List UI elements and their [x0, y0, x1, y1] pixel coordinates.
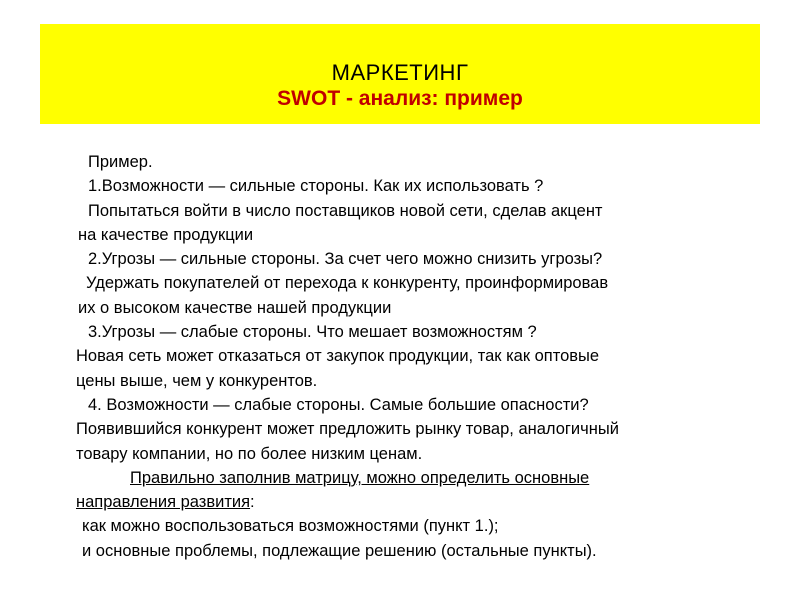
conclusion-line-1: Правильно заполнив матрицу, можно определить основные: [130, 468, 590, 487]
point-2-heading: 2.Угрозы — сильные стороны. За счет чего можно снизить угрозы?: [88, 250, 603, 269]
page-title: МАРКЕТИНГ: [331, 60, 469, 85]
point-4-heading: 4. Возможности — слабые стороны. Самые большие опасности?: [88, 395, 589, 414]
conclusion-item-1: как можно воспользоваться возможностями (пункт 1.);: [82, 517, 499, 536]
point-1-text-line-2: на качестве продукции: [78, 225, 254, 244]
slide-body: [74, 150, 764, 563]
point-3-text-line-1: Новая сеть может отказаться от закупок продукции, так как оптовые: [76, 347, 600, 366]
point-2-text-line-1: Удержать покупателей от перехода к конкуренту, проинформировав: [86, 274, 609, 293]
conclusion-colon: :: [250, 493, 255, 512]
point-3-heading: 3.Угрозы — слабые стороны. Что мешает возможностям ?: [88, 323, 537, 342]
page-subtitle: SWOT - анализ: пример: [277, 87, 523, 110]
point-4-text-line-1: Появившийся конкурент может предложить рынку товар, аналогичный: [76, 420, 619, 439]
point-4-text-line-2: товару компании, но по более низким ценам.: [76, 444, 423, 463]
example-label: Пример.: [88, 153, 153, 171]
title-banner: [40, 24, 760, 124]
point-1-text-line-1: Попытаться войти в число поставщиков новой сети, сделав акцент: [88, 201, 603, 220]
point-1-heading: 1.Возможности — сильные стороны. Как их использовать ?: [88, 177, 544, 196]
conclusion-underlined-text: направления развития: [76, 493, 251, 512]
conclusion-item-2: и основные проблемы, подлежащие решению (остальные пункты).: [82, 541, 597, 560]
point-2-text-line-2: их о высоком качестве нашей продукции: [78, 298, 392, 317]
point-3-text-line-2: цены выше, чем у конкурентов.: [76, 371, 318, 390]
conclusion-line-2: [76, 490, 764, 514]
